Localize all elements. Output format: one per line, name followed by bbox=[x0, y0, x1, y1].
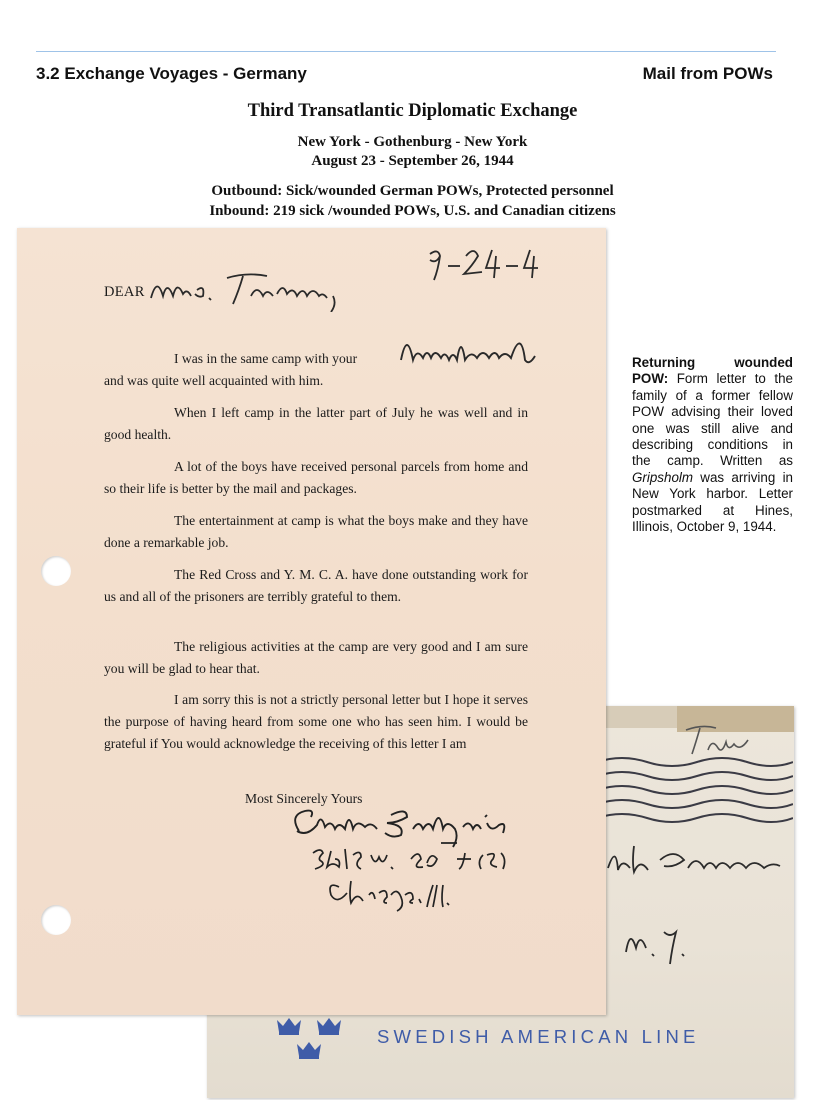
top-rule bbox=[36, 51, 776, 52]
handwritten-relation bbox=[397, 326, 537, 372]
description-lead: Returning wounded POW: bbox=[632, 355, 793, 387]
form-letter bbox=[17, 228, 606, 1015]
exhibit-description bbox=[632, 355, 793, 535]
three-crowns-logo bbox=[275, 1014, 353, 1062]
paragraph-1-end: and was quite well acquainted with him. bbox=[104, 373, 324, 388]
punch-hole bbox=[41, 905, 71, 935]
section-title: 3.2 Exchange Voyages - Germany bbox=[36, 64, 307, 83]
handwritten-recipient-name bbox=[147, 268, 367, 312]
closing-phrase: Most Sincerely Yours bbox=[245, 791, 363, 806]
paragraph-5: The Red Cross and Y. M. C. A. have done outstanding work for us and all of the prisoners are terribly grateful to them. bbox=[104, 567, 528, 604]
punch-hole bbox=[41, 556, 71, 586]
paragraph-3: A lot of the boys have received personal parcels from home and so their life is better by the mail and packages. bbox=[104, 459, 528, 496]
dates-line: August 23 - September 26, 1944 bbox=[311, 153, 514, 169]
salutation-dear: DEAR bbox=[104, 284, 145, 300]
shipping-line-name: SWEDISH AMERICAN LINE bbox=[377, 1026, 700, 1047]
inbound-line: Inbound: 219 sick /wounded POWs, U.S. and Canadian citizens bbox=[209, 203, 616, 219]
handwritten-date bbox=[422, 242, 552, 284]
envelope-handwritten-ny bbox=[620, 918, 700, 968]
paragraph-2: When I left camp in the latter part of July he was well and in good health. bbox=[104, 405, 528, 442]
envelope-handwriting-top bbox=[682, 722, 752, 758]
description-text-1: Form letter to the family of a former fellow POW advising their loved one was still alive and describing conditions in the camp. Written as bbox=[632, 371, 793, 469]
envelope-handwritten-address-name bbox=[604, 838, 784, 888]
ship-name: Gripsholm bbox=[632, 469, 694, 485]
paragraph-1-start: I was in the same camp with your bbox=[174, 351, 358, 366]
paragraph-4: The entertainment at camp is what the boys make and they have done a remarkable job. bbox=[104, 513, 528, 550]
description-text-2: was arriving in New York harbor. Letter postmarked at Hines, Illinois, October 9, 1944. bbox=[632, 469, 793, 535]
paragraph-6: The religious activities at the camp are very good and I am sure you will be glad to hear that. bbox=[104, 639, 528, 676]
handwritten-signature-and-address bbox=[287, 803, 587, 913]
paragraph-7: I am sorry this is not a strictly personal letter but I hope it serves the purpose of having heard from some one who has seen him. I would be grateful if You would acknowledge the receiving of this letter I am bbox=[104, 692, 528, 751]
section-subtitle: Mail from POWs bbox=[642, 64, 773, 83]
route-line: New York - Gothenburg - New York bbox=[297, 134, 528, 150]
page-title: Third Transatlantic Diplomatic Exchange bbox=[247, 101, 578, 121]
outbound-line: Outbound: Sick/wounded German POWs, Protected personnel bbox=[211, 183, 614, 199]
